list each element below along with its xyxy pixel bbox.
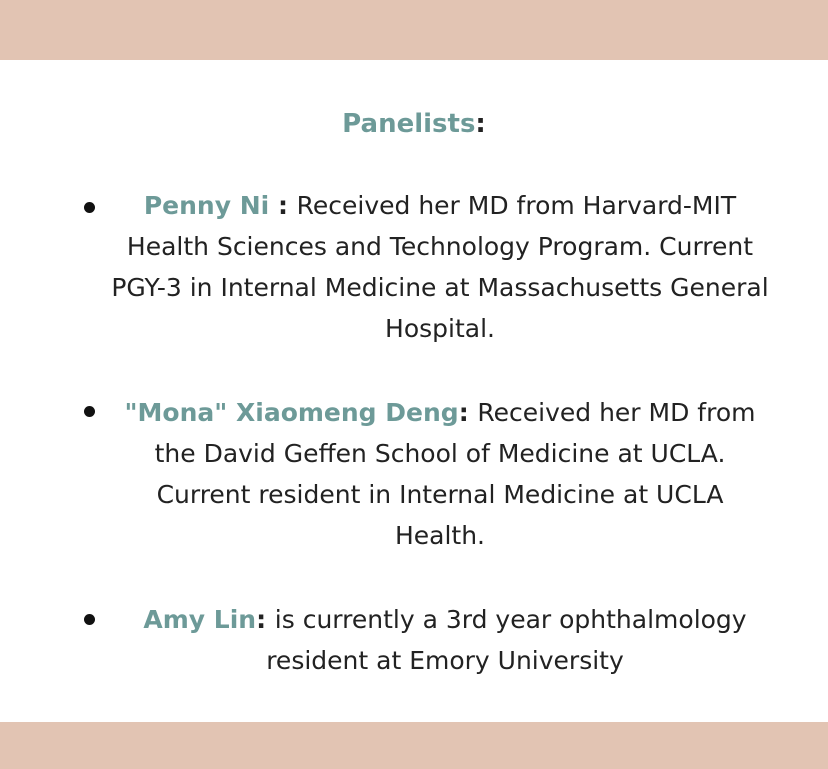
page-title-colon: : (475, 109, 486, 139)
page-title (0, 104, 828, 144)
bullet-icon (84, 406, 95, 417)
panelist-description: Received her MD from the David Geffen School of Medicine at UCLA. Current resident in Internal Medicine at UCLA Health. (154, 398, 756, 550)
panelist-separator: : (458, 398, 478, 427)
page-title-label: Panelists (342, 109, 476, 139)
bullet-icon (84, 202, 95, 213)
bottom-band (0, 722, 828, 769)
panelist-description: Received her MD from Harvard-MIT Health Sciences and Technology Program. Current PGY-3 in Internal Medicine at Massachusetts General Hospital. (111, 191, 769, 343)
panelist-separator: : (256, 605, 275, 634)
bullet-icon (84, 614, 95, 625)
panelist-name: "Mona" Xiaomeng Deng (124, 398, 459, 427)
panelist-item (130, 599, 760, 681)
panelist-name: Penny Ni (143, 191, 270, 220)
panelist-item (120, 392, 760, 556)
panelist-separator: : (269, 191, 297, 220)
top-band (0, 0, 828, 60)
panelist-description: is currently a 3rd year ophthalmology resident at Emory University (266, 605, 747, 675)
panelist-item (110, 185, 770, 349)
panelist-name: Amy Lin (143, 605, 257, 634)
